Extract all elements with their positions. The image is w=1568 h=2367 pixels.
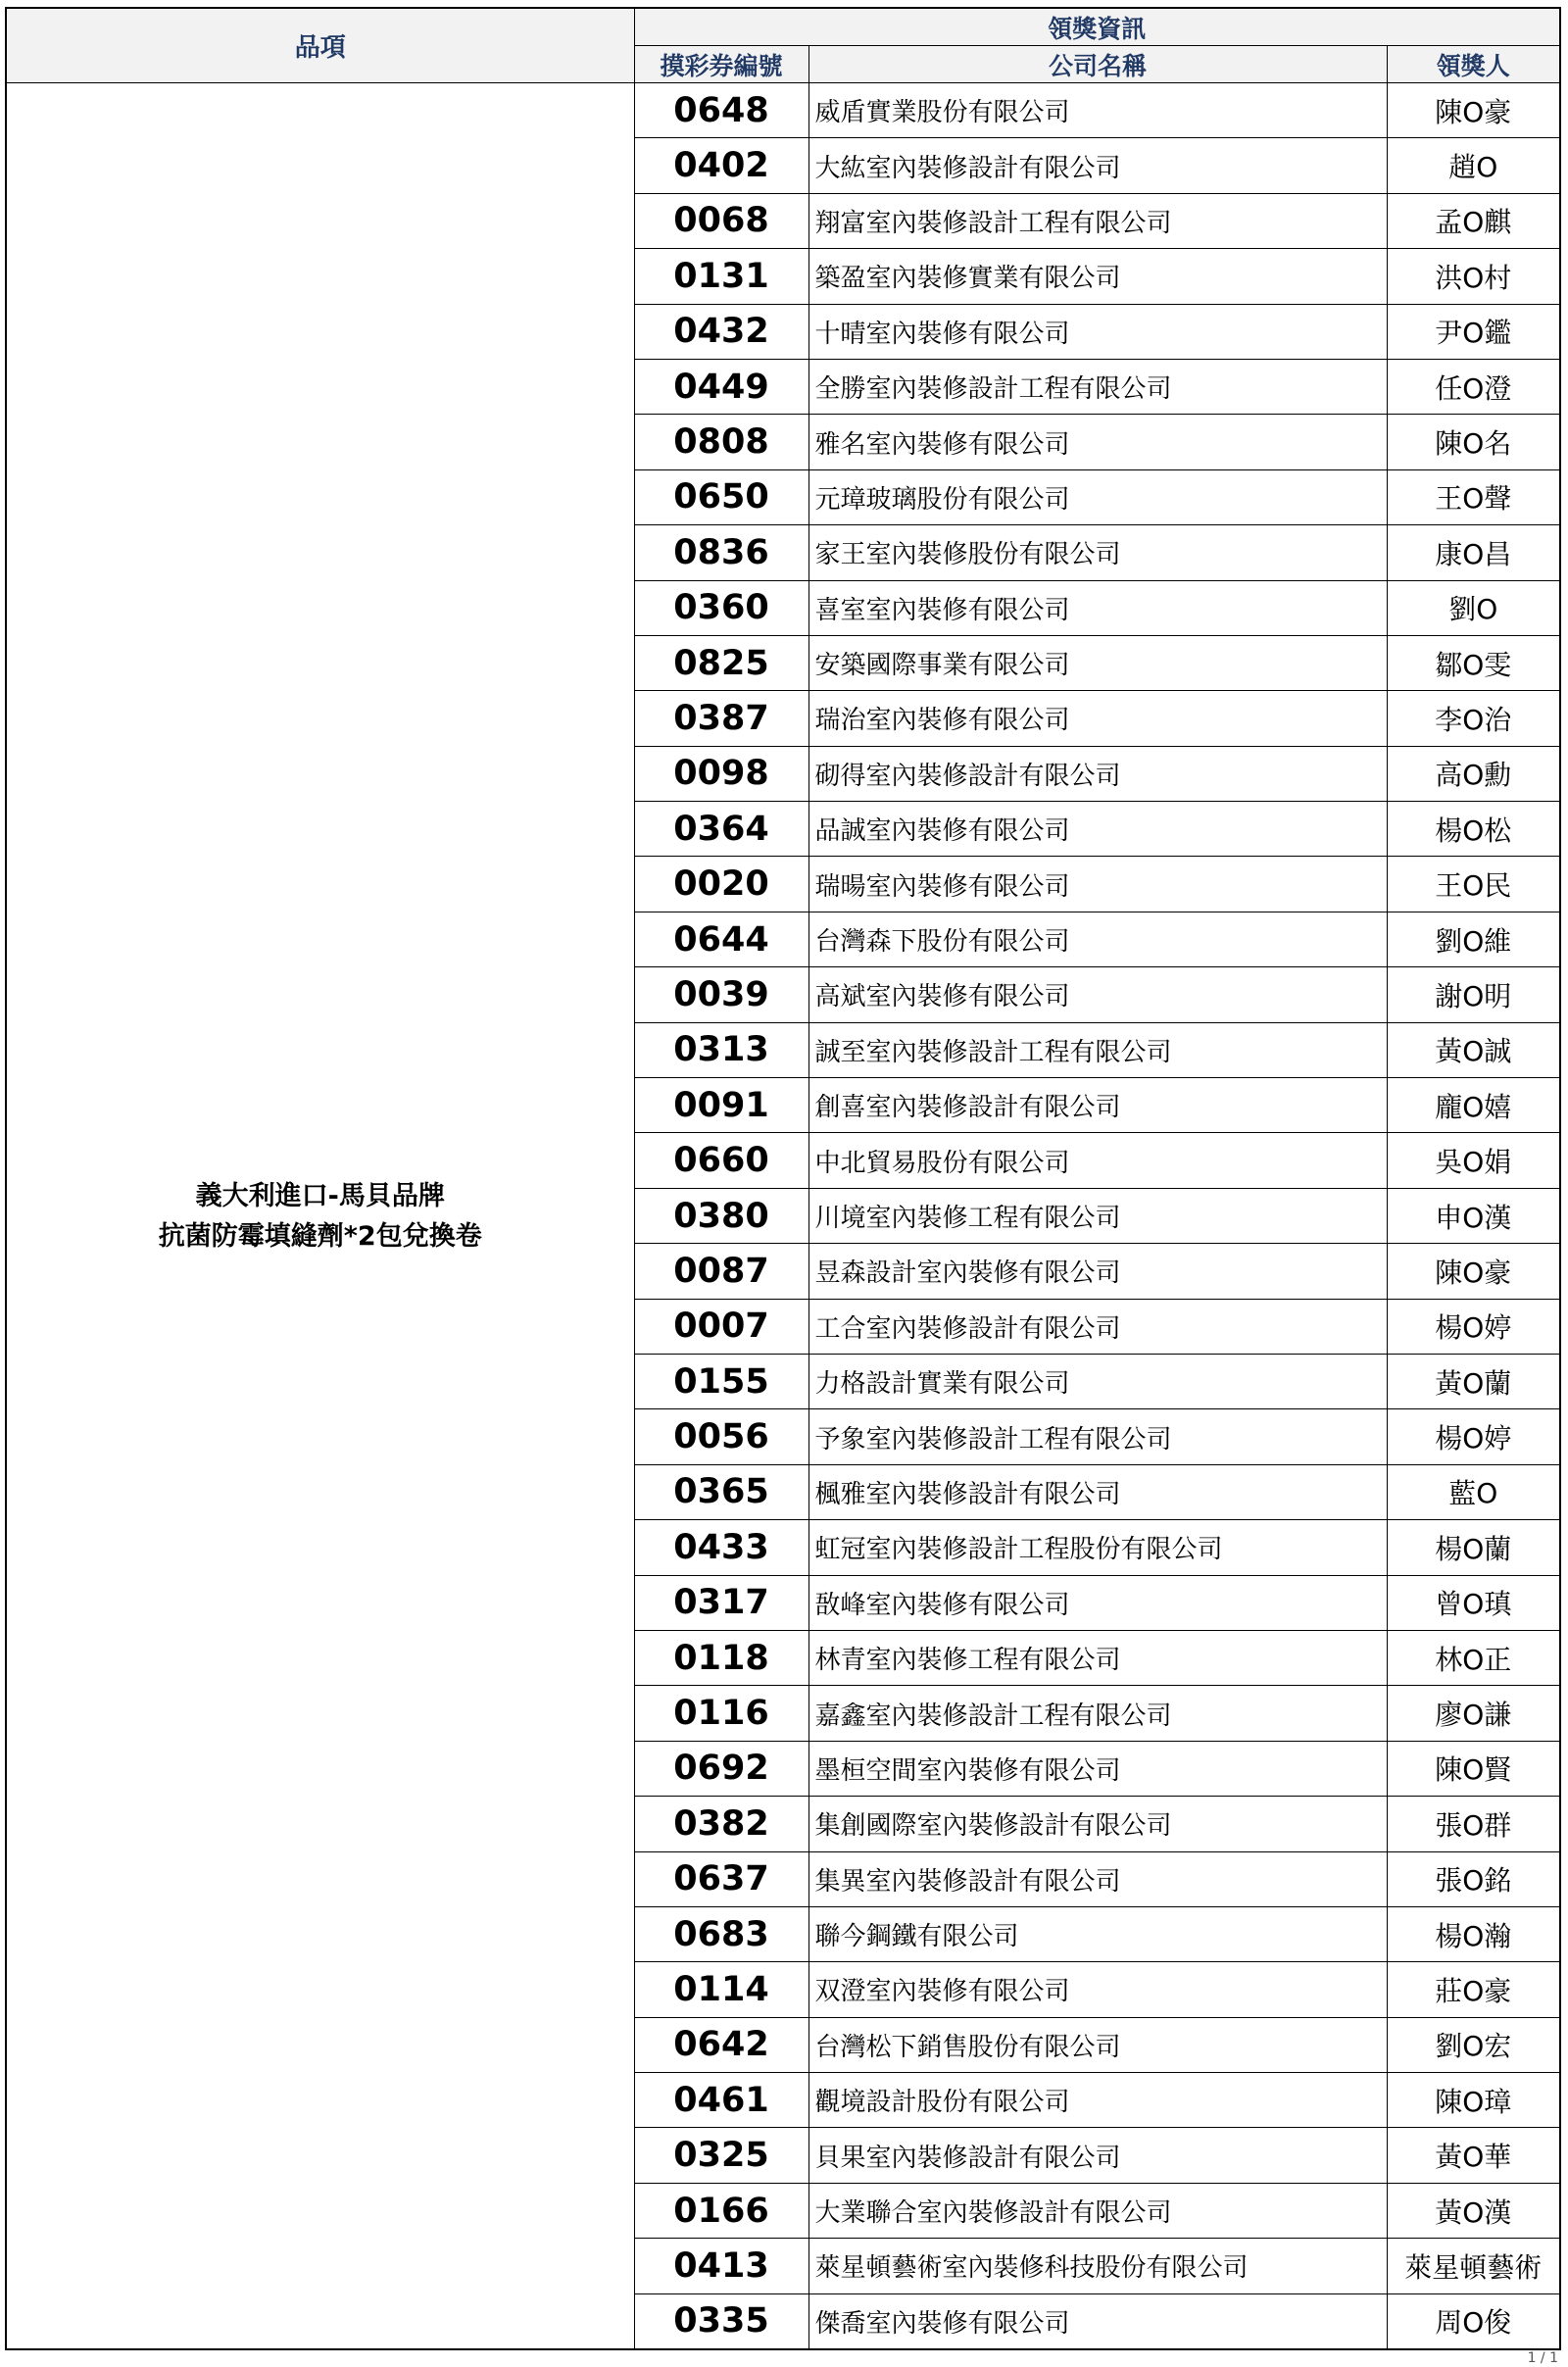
- winner-name: 張O群: [1387, 1797, 1560, 1851]
- company-name: 中北貿易股份有限公司: [808, 1133, 1387, 1188]
- company-name: 全勝室內裝修設計工程有限公司: [808, 359, 1387, 414]
- company-name: 十晴室內裝修有限公司: [808, 304, 1387, 359]
- winner-name: 王O民: [1387, 857, 1560, 912]
- company-name: 安築國際事業有限公司: [808, 635, 1387, 690]
- ticket-number: 0364: [634, 802, 808, 857]
- table-body: [6, 83, 1560, 2350]
- company-name: 予象室內裝修設計工程有限公司: [808, 1409, 1387, 1464]
- winner-name: 劉O: [1387, 580, 1560, 635]
- winner-name: 趙O: [1387, 138, 1560, 193]
- company-name: 誠至室內裝修設計工程有限公司: [808, 1022, 1387, 1077]
- company-name: 台灣松下銷售股份有限公司: [808, 2017, 1387, 2072]
- company-name: 觀境設計股份有限公司: [808, 2073, 1387, 2128]
- ticket-number: 0116: [634, 1686, 808, 1741]
- ticket-number: 0098: [634, 746, 808, 801]
- ticket-number: 0449: [634, 359, 808, 414]
- ticket-number: 0039: [634, 967, 808, 1022]
- company-name: 集異室內裝修設計有限公司: [808, 1851, 1387, 1906]
- company-name: 創喜室內裝修設計有限公司: [808, 1078, 1387, 1133]
- company-name: 家王室內裝修股份有限公司: [808, 525, 1387, 580]
- winner-name: 林O正: [1387, 1630, 1560, 1685]
- company-name: 大業聯合室內裝修設計有限公司: [808, 2183, 1387, 2238]
- winner-name: 莊O豪: [1387, 1962, 1560, 2017]
- company-name: 集創國際室內裝修設計有限公司: [808, 1797, 1387, 1851]
- company-name: 元璋玻璃股份有限公司: [808, 469, 1387, 524]
- ticket-number: 0335: [634, 2293, 808, 2349]
- prize-info-header: 領獎資訊: [634, 8, 1560, 46]
- winner-name: 鄒O雯: [1387, 635, 1560, 690]
- ticket-number: 0380: [634, 1188, 808, 1243]
- ticket-number-header: 摸彩券編號: [634, 46, 808, 83]
- ticket-number: 0402: [634, 138, 808, 193]
- ticket-number: 0068: [634, 193, 808, 248]
- ticket-number: 0660: [634, 1133, 808, 1188]
- winner-name: 謝O明: [1387, 967, 1560, 1022]
- ticket-number: 0836: [634, 525, 808, 580]
- company-name: 昱森設計室內裝修有限公司: [808, 1244, 1387, 1299]
- table-header: [6, 8, 1560, 83]
- winner-name: 李O治: [1387, 691, 1560, 746]
- ticket-number: 0692: [634, 1741, 808, 1796]
- company-name: 台灣森下股份有限公司: [808, 912, 1387, 966]
- company-name: 瑞治室內裝修有限公司: [808, 691, 1387, 746]
- header-row-top: [6, 8, 1560, 46]
- company-name: 双澄室內裝修有限公司: [808, 1962, 1387, 2017]
- page-number: 1 / 1: [1527, 2350, 1558, 2366]
- ticket-number: 0650: [634, 469, 808, 524]
- company-name: 敔峰室內裝修有限公司: [808, 1575, 1387, 1630]
- company-name: 傑喬室內裝修有限公司: [808, 2293, 1387, 2349]
- item-description: [6, 83, 634, 2350]
- winner-name: 龐O嬉: [1387, 1078, 1560, 1133]
- ticket-number: 0808: [634, 415, 808, 469]
- winner-name: 吳O娟: [1387, 1133, 1560, 1188]
- company-name: 力格設計實業有限公司: [808, 1354, 1387, 1408]
- ticket-number: 0317: [634, 1575, 808, 1630]
- winner-name: 陳O璋: [1387, 2073, 1560, 2128]
- winner-name: 劉O宏: [1387, 2017, 1560, 2072]
- ticket-number: 0825: [634, 635, 808, 690]
- winner-name: 楊O婷: [1387, 1409, 1560, 1464]
- company-name: 嘉鑫室內裝修設計工程有限公司: [808, 1686, 1387, 1741]
- winner-name: 藍O: [1387, 1464, 1560, 1519]
- ticket-number: 0360: [634, 580, 808, 635]
- winner-name: 周O俊: [1387, 2293, 1560, 2349]
- winner-name: 高O勳: [1387, 746, 1560, 801]
- company-name: 瑞暘室內裝修有限公司: [808, 857, 1387, 912]
- company-name: 高斌室內裝修有限公司: [808, 967, 1387, 1022]
- ticket-number: 0091: [634, 1078, 808, 1133]
- prize-winners-table: [5, 7, 1561, 2350]
- company-name: 翔富室內裝修設計工程有限公司: [808, 193, 1387, 248]
- company-name: 大紘室內裝修設計有限公司: [808, 138, 1387, 193]
- ticket-number: 0432: [634, 304, 808, 359]
- winner-name: 陳O豪: [1387, 1244, 1560, 1299]
- company-name: 品誠室內裝修有限公司: [808, 802, 1387, 857]
- company-name: 虹冠室內裝修設計工程股份有限公司: [808, 1520, 1387, 1575]
- winner-name: 黃O漢: [1387, 2183, 1560, 2238]
- winner-name: 萊星頓藝術: [1387, 2239, 1560, 2293]
- company-name: 雅名室內裝修有限公司: [808, 415, 1387, 469]
- winner-name: 任O澄: [1387, 359, 1560, 414]
- ticket-number: 0325: [634, 2128, 808, 2183]
- ticket-number: 0461: [634, 2073, 808, 2128]
- ticket-number: 0644: [634, 912, 808, 966]
- winner-name: 陳O名: [1387, 415, 1560, 469]
- company-name: 聯今鋼鐵有限公司: [808, 1906, 1387, 1961]
- ticket-number: 0683: [634, 1906, 808, 1961]
- company-name-header: 公司名稱: [808, 46, 1387, 83]
- company-name: 楓雅室內裝修設計有限公司: [808, 1464, 1387, 1519]
- ticket-number: 0313: [634, 1022, 808, 1077]
- company-name: 砌得室內裝修設計有限公司: [808, 746, 1387, 801]
- winner-name: 黃O華: [1387, 2128, 1560, 2183]
- ticket-number: 0020: [634, 857, 808, 912]
- item-line-1: 義大利進口-馬貝品牌: [195, 1180, 445, 1211]
- company-name: 萊星頓藝術室內裝修科技股份有限公司: [808, 2239, 1387, 2293]
- ticket-number: 0114: [634, 1962, 808, 2017]
- winner-name: 曾O瑱: [1387, 1575, 1560, 1630]
- company-name: 威盾實業股份有限公司: [808, 83, 1387, 138]
- winner-name: 黃O蘭: [1387, 1354, 1560, 1408]
- ticket-number: 0642: [634, 2017, 808, 2072]
- item-line-2: 抗菌防霉填縫劑*2包兌換卷: [158, 1220, 482, 1252]
- winner-name: 楊O婷: [1387, 1299, 1560, 1354]
- winner-name: 劉O維: [1387, 912, 1560, 966]
- winner-header: 領獎人: [1387, 46, 1560, 83]
- winner-name: 康O昌: [1387, 525, 1560, 580]
- ticket-number: 0056: [634, 1409, 808, 1464]
- ticket-number: 0131: [634, 249, 808, 304]
- winner-name: 洪O村: [1387, 249, 1560, 304]
- ticket-number: 0155: [634, 1354, 808, 1408]
- ticket-number: 0166: [634, 2183, 808, 2238]
- table-row: [6, 83, 1560, 138]
- ticket-number: 0365: [634, 1464, 808, 1519]
- company-name: 喜室室內裝修有限公司: [808, 580, 1387, 635]
- ticket-number: 0413: [634, 2239, 808, 2293]
- ticket-number: 0382: [634, 1797, 808, 1851]
- ticket-number: 0087: [634, 1244, 808, 1299]
- winner-name: 楊O蘭: [1387, 1520, 1560, 1575]
- ticket-number: 0637: [634, 1851, 808, 1906]
- winner-name: 申O漢: [1387, 1188, 1560, 1243]
- winner-name: 楊O松: [1387, 802, 1560, 857]
- winner-name: 廖O謙: [1387, 1686, 1560, 1741]
- winner-name: 張O銘: [1387, 1851, 1560, 1906]
- winner-name: 陳O豪: [1387, 83, 1560, 138]
- company-name: 築盈室內裝修實業有限公司: [808, 249, 1387, 304]
- company-name: 川境室內裝修工程有限公司: [808, 1188, 1387, 1243]
- ticket-number: 0387: [634, 691, 808, 746]
- winner-name: 孟O麒: [1387, 193, 1560, 248]
- winner-name: 楊O瀚: [1387, 1906, 1560, 1961]
- company-name: 墨桓空間室內裝修有限公司: [808, 1741, 1387, 1796]
- company-name: 貝果室內裝修設計有限公司: [808, 2128, 1387, 2183]
- item-column-header: 品項: [6, 8, 634, 83]
- winner-name: 陳O賢: [1387, 1741, 1560, 1796]
- winner-name: 尹O鑑: [1387, 304, 1560, 359]
- ticket-number: 0648: [634, 83, 808, 138]
- winner-name: 王O聲: [1387, 469, 1560, 524]
- winner-name: 黃O誠: [1387, 1022, 1560, 1077]
- ticket-number: 0007: [634, 1299, 808, 1354]
- company-name: 工合室內裝修設計有限公司: [808, 1299, 1387, 1354]
- ticket-number: 0118: [634, 1630, 808, 1685]
- ticket-number: 0433: [634, 1520, 808, 1575]
- company-name: 林青室內裝修工程有限公司: [808, 1630, 1387, 1685]
